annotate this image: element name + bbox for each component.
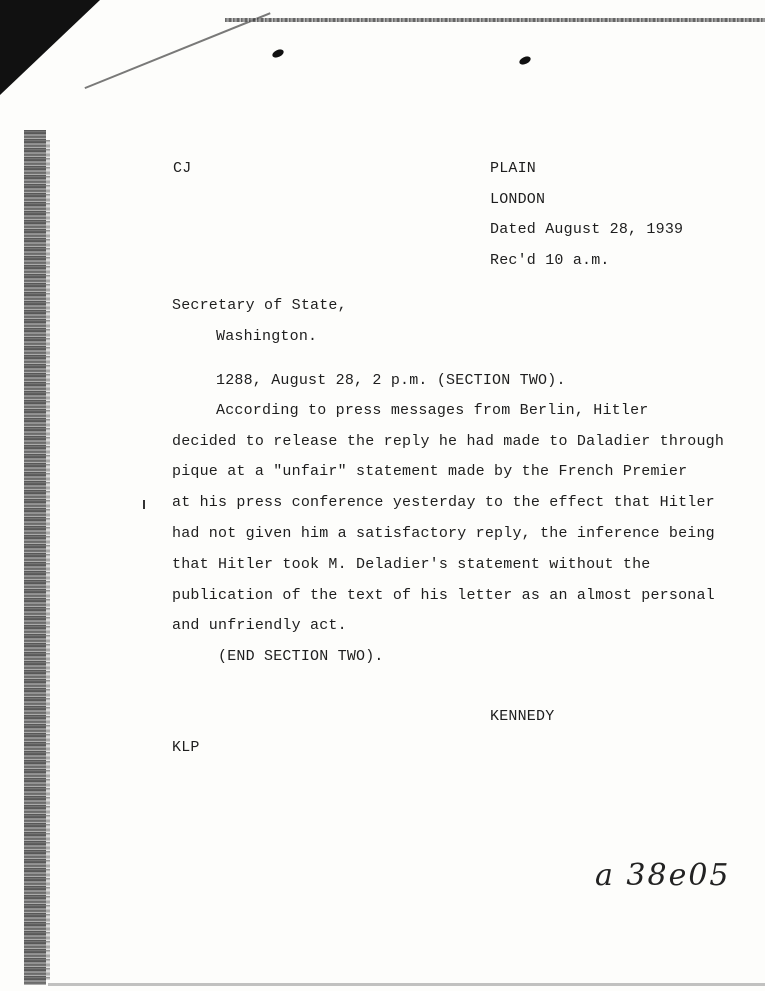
bottom-paper-edge (48, 983, 765, 986)
left-paper-edge-inner (46, 140, 50, 980)
folded-corner (0, 0, 100, 95)
dated-line: Dated August 28, 1939 (490, 221, 684, 238)
origin-city: LONDON (490, 191, 546, 208)
stray-mark (143, 500, 145, 509)
body-line: that Hitler took M. Deladier's statement without the (172, 556, 651, 573)
body-line: had not given him a satisfactory reply, the inference being (172, 525, 715, 542)
body-line: at his press conference yesterday to the effect that Hitler (172, 494, 715, 511)
addressee: Secretary of State, (172, 297, 347, 314)
fold-line (84, 12, 270, 89)
handwritten-file-number: a 38e05 (595, 858, 731, 893)
routing-code: CJ (173, 160, 192, 177)
punch-hole-left (271, 48, 285, 59)
body-line: publication of the text of his letter as an almost personal (172, 587, 715, 604)
clerk-initials: KLP (172, 739, 200, 756)
top-paper-edge (225, 18, 765, 22)
received-line: Rec'd 10 a.m. (490, 252, 610, 269)
section-end-marker: (END SECTION TWO). (218, 648, 384, 665)
body-line: According to press messages from Berlin, Hitler (216, 402, 649, 419)
body-line: and unfriendly act. (172, 617, 347, 634)
left-paper-edge (24, 130, 46, 985)
punch-hole-right (518, 55, 532, 66)
signature: KENNEDY (490, 708, 555, 725)
message-reference: 1288, August 28, 2 p.m. (SECTION TWO). (216, 372, 566, 389)
body-line: decided to release the reply he had made to Daladier through (172, 433, 725, 450)
body-line: pique at a "unfair" statement made by the French Premier (172, 463, 688, 480)
addressee-city: Washington. (216, 328, 318, 345)
classification: PLAIN (490, 160, 537, 177)
